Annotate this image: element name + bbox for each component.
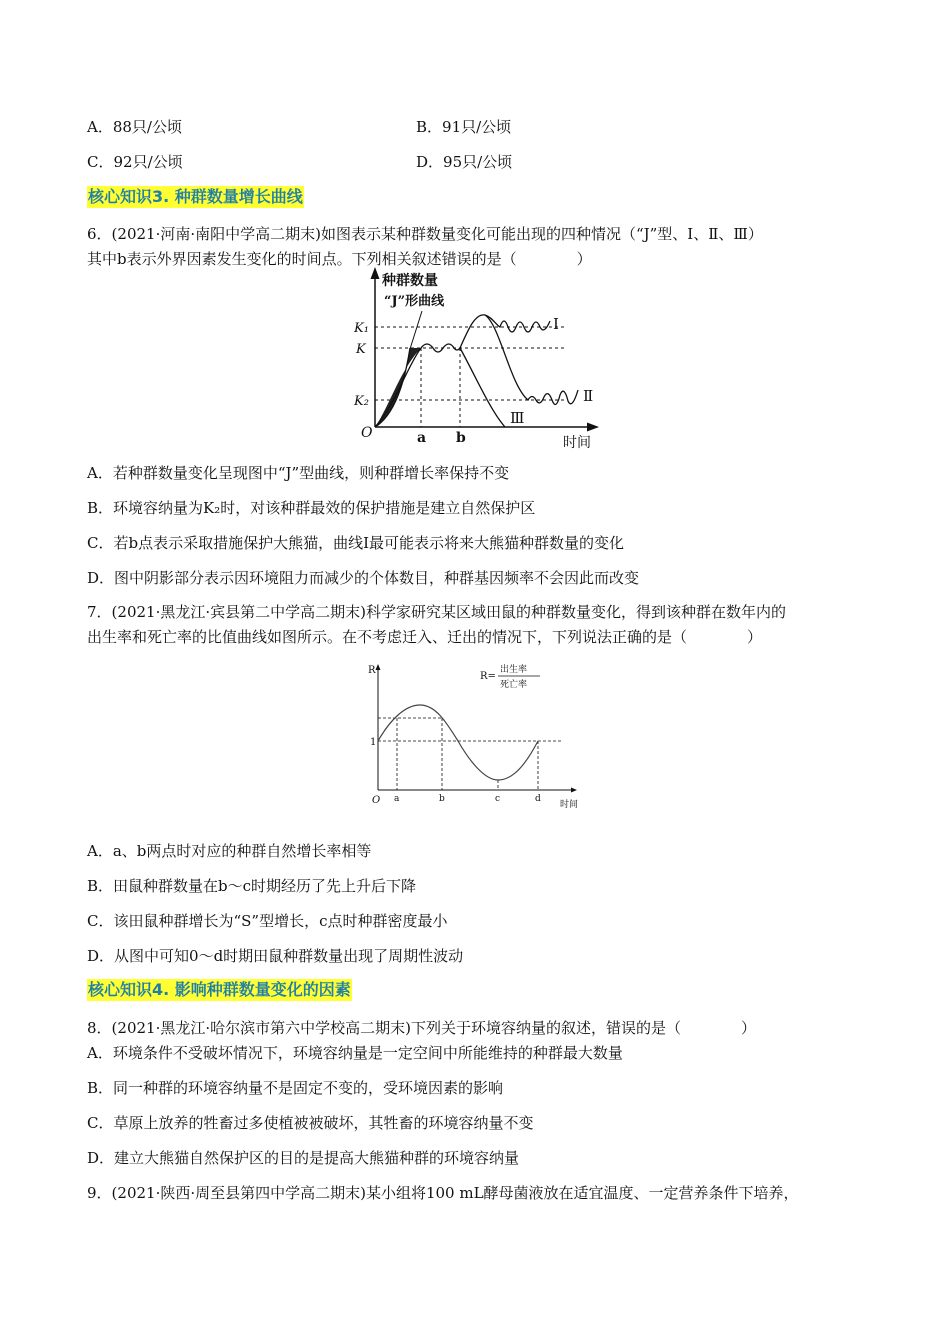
curve-3-label: Ⅲ [510, 409, 525, 427]
c-label: c [495, 794, 501, 804]
birth-death-ratio-figure [360, 655, 590, 815]
formula-numerator: 出生率 [500, 665, 528, 675]
q6-option-a: A．若种群数量变化呈现图中“J”型曲线，则种群增长率保持不变 [87, 464, 510, 482]
q7-option-d: D．从图中可知0～d时期田鼠种群数量出现了周期性波动 [87, 947, 464, 965]
y-axis-label: 种群数量 [382, 273, 438, 289]
q6-option-c: C．若b点表示采取措施保护大熊猫，曲线Ⅰ最可能表示将来大熊猫种群数量的变化 [87, 534, 625, 552]
x-axis-label: 时间 [563, 435, 591, 450]
origin-label: O [372, 795, 381, 806]
j-pointer [410, 311, 422, 349]
q8-option-d: D．建立大熊猫自然保护区的目的是提高大熊猫种群的环境容纳量 [87, 1149, 520, 1167]
x-axis-label: 时间 [560, 800, 579, 810]
one-label: 1 [370, 737, 377, 748]
q7-option-b: B．田鼠种群数量在b～c时期经历了先上升后下降 [87, 877, 417, 895]
q6-stem-line2: 其中b表示外界因素发生变化的时间点。下列相关叙述错误的是（ ） [87, 250, 592, 268]
q8-stem: 8．(2021·黑龙江·哈尔滨市第六中学校高二期末)下列关于环境容纳量的叙述，错误的是（ ） [87, 1019, 756, 1037]
b-label: b [439, 794, 445, 804]
j-curve [375, 348, 410, 427]
origin-label: O [361, 425, 373, 441]
k1-label: K₁ [354, 321, 369, 336]
curve-2-label: Ⅱ [583, 387, 594, 405]
y-axis-label: R [368, 665, 376, 676]
q7-stem-line2: 出生率和死亡率的比值曲线如图所示。在不考虑迁入、迁出的情况下，下列说法正确的是（ ） [87, 628, 763, 646]
a-label: a [394, 794, 400, 804]
b-label: b [456, 430, 466, 446]
curve-3 [460, 348, 505, 427]
q5-option-c: C．92只/公顷 [87, 153, 183, 171]
population-curve-figure [350, 265, 610, 450]
a-label: a [417, 430, 427, 446]
guide-lines [378, 718, 562, 790]
q7-stem-line1: 7．(2021·黑龙江·宾县第二中学高二期末)科学家研究某区域田鼠的种群数量变化，得到该种群在数年内的 [87, 603, 786, 621]
q9-stem-line1: 9．(2021·陕西·周至县第四中学高二期末)某小组将100 mL酵母菌液放在适宜温度、一定营养条件下培养， [87, 1184, 799, 1202]
q8-option-b: B．同一种群的环境容纳量不是固定不变的，受环境因素的影响 [87, 1079, 504, 1097]
k2-label: K₂ [354, 394, 369, 409]
q7-option-c: C．该田鼠种群增长为“S”型增长，c点时种群密度最小 [87, 912, 448, 930]
j-curve-label: “J”形曲线 [384, 294, 445, 309]
q5-option-b: B．91只/公顷 [416, 118, 512, 136]
q6-stem-line1: 6．(2021·河南·南阳中学高二期末)如图表示某种群数量变化可能出现的四种情况（“J”型、Ⅰ、Ⅱ、Ⅲ） [87, 225, 763, 243]
d-label: d [535, 794, 541, 804]
curve-1 [460, 315, 550, 348]
formula-denominator: 死亡率 [500, 680, 528, 690]
q6-option-b: B．环境容纳量为K₂时，对该种群最效的保护措施是建立自然保护区 [87, 499, 536, 517]
q5-option-d: D．95只/公顷 [416, 153, 513, 171]
section-heading-3: 核心知识3. 种群数量增长曲线 [88, 187, 303, 206]
curve-1-label: Ⅰ [553, 315, 559, 333]
formula-lhs: R= [480, 671, 496, 682]
q7-option-a: A．a、b两点时对应的种群自然增长率相等 [87, 842, 372, 860]
q6-option-d: D．图中阴影部分表示因环境阻力而减少的个体数目，种群基因频率不会因此而改变 [87, 569, 640, 587]
q8-option-a: A．环境条件不受破坏情况下，环境容纳量是一定空间中所能维持的种群最大数量 [87, 1044, 623, 1062]
q8-option-c: C．草原上放养的牲畜过多使植被被破坏，其牲畜的环境容纳量不变 [87, 1114, 534, 1132]
section-heading-4: 核心知识4. 影响种群数量变化的因素 [88, 980, 351, 999]
q5-option-a: A．88只/公顷 [87, 118, 182, 136]
k-label: K [356, 342, 366, 357]
ratio-curve [378, 705, 538, 780]
